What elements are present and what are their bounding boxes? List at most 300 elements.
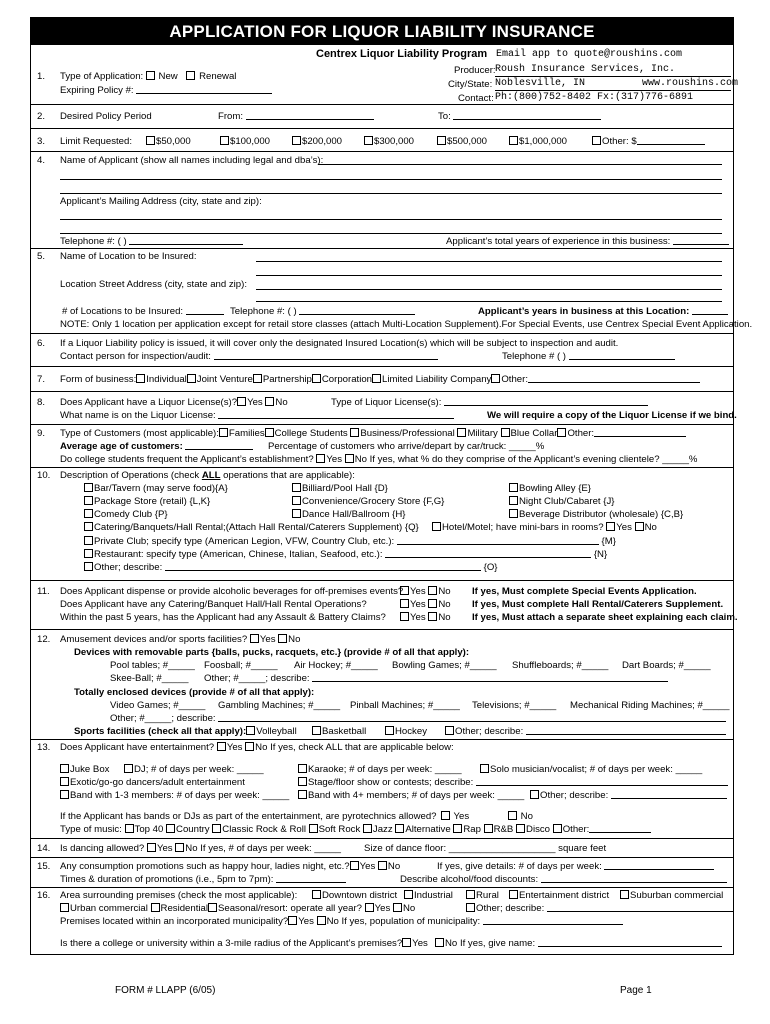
option-label: Classic Rock & Roll (222, 824, 306, 835)
hotel-checkbox[interactable] (432, 522, 441, 531)
option-label: $300,000 (374, 136, 415, 147)
promotions-question: Any consumption promotions such as happy hour, ladies night, etc.? (60, 861, 350, 872)
college-nearby-no-checkbox[interactable] (435, 938, 444, 947)
section-number: 10. (37, 470, 51, 481)
location-phone-label: Telephone #: ( ) (230, 306, 297, 317)
yes-label: Yes (326, 454, 343, 465)
allyear-yes-checkbox[interactable] (365, 903, 374, 912)
jukebox-checkbox[interactable] (60, 764, 69, 773)
option-label: Basketball (322, 726, 367, 737)
offpremises-yes-checkbox[interactable] (400, 586, 409, 595)
mailing-address-label: Applicant’s Mailing Address (city, state and zip): (60, 196, 262, 207)
divider (30, 248, 734, 249)
contact-value[interactable]: Ph:(800)752-8402 Fx:(317)776-6891 (495, 92, 731, 105)
foosball-field[interactable]: Foosball; #_____ (204, 660, 278, 671)
location-name-label: Name of Location to be Insured: (60, 251, 197, 262)
option-label: Private Club; specify type (American Legion, VFW, Country Club, etc.): (94, 536, 395, 547)
partnership-checkbox[interactable] (253, 374, 262, 383)
pinball-field[interactable]: Pinball Machines; #_____ (350, 700, 460, 711)
entertainment-instructions: If yes, check ALL that are applicable below: (270, 742, 454, 753)
restaurant-checkbox[interactable] (84, 549, 93, 558)
option-label: Other; describe: (476, 903, 545, 914)
college-yes-checkbox[interactable] (316, 454, 325, 463)
entertainment-yes-checkbox[interactable] (217, 742, 226, 751)
location-phone-field[interactable] (299, 306, 415, 315)
amusement-no-checkbox[interactable] (278, 634, 287, 643)
all-emphasis: ALL (201, 470, 221, 481)
inspection-contact-label: Contact person for inspection/audit: (60, 351, 211, 362)
no-label: No (185, 843, 198, 854)
limit-300k-checkbox[interactable] (364, 136, 373, 145)
other-enclosed-label: Other; #_____; describe: (110, 713, 216, 724)
limit-500k-checkbox[interactable] (437, 136, 446, 145)
college-name-label: If yes, give name: (459, 938, 536, 949)
option-label: Karaoke; # of days per week: _____ (308, 764, 462, 775)
other-operation-checkbox[interactable] (84, 562, 93, 571)
location-name-field[interactable] (256, 275, 722, 276)
section-number: 13. (37, 742, 51, 753)
military-checkbox[interactable] (457, 428, 466, 437)
restaurant-field[interactable] (385, 549, 591, 558)
discounts-label: Describe alcohol/food discounts: (400, 874, 539, 885)
option-label: Hockey (395, 726, 427, 737)
divider (30, 629, 734, 630)
license-type-field[interactable] (444, 397, 648, 406)
bowling-checkbox[interactable] (509, 483, 518, 492)
limit-100k-checkbox[interactable] (220, 136, 229, 145)
college-question: Do college students frequent the Applicant’s establishment? (60, 454, 314, 465)
section-number: 16. (37, 890, 51, 901)
promotions-yes-checkbox[interactable] (350, 861, 359, 870)
applicant-name-field[interactable] (318, 164, 722, 165)
option-label: Corporation (321, 374, 373, 385)
dance-floor-size-field[interactable]: Size of dance floor: ____________________ square feet (364, 843, 607, 854)
application-type-label: Type of Application: (60, 71, 144, 82)
option-label: Disco (526, 824, 551, 835)
dancing-no-checkbox[interactable] (175, 843, 184, 852)
section-number: 15. (37, 861, 51, 872)
car-percentage-label: Percentage of customers who arrive/depart by car/truck: _____% (268, 441, 545, 452)
program-name: Centrex Liquor Liability Program (316, 48, 488, 60)
blue-collar-checkbox[interactable] (501, 428, 510, 437)
limit-1m-checkbox[interactable] (509, 136, 518, 145)
hockey-checkbox[interactable] (385, 726, 394, 735)
expiring-policy-field[interactable] (136, 85, 272, 94)
minibar-yes-checkbox[interactable] (606, 522, 615, 531)
option-label: Convenience/Grocery Store {F,G} (302, 496, 445, 507)
option-label: Military (467, 428, 498, 439)
offpremises-no-checkbox[interactable] (428, 586, 437, 595)
dancing-days-field[interactable]: If yes, # of days per week: _____ (200, 843, 342, 854)
divider (30, 887, 734, 888)
divider (30, 739, 734, 740)
top40-checkbox[interactable] (125, 824, 134, 833)
option-label: Limited Liability Company (382, 374, 492, 385)
pyro-no-checkbox[interactable] (508, 811, 517, 820)
option-label: Urban commercial (70, 903, 148, 914)
yes-label: Yes (298, 916, 314, 927)
college-percentage-label: If yes, what % do they comprise of the Applicant’s evening clientele? _____% (369, 454, 698, 465)
new-checkbox[interactable] (146, 71, 155, 80)
to-label: To: (438, 111, 451, 122)
yes-label: Yes (410, 586, 426, 597)
hall-rental-note: If yes, Must complete Hall Rental/Caterers Supplement. (472, 599, 724, 610)
other-sports-field[interactable] (526, 726, 726, 735)
other-customer-field[interactable] (594, 428, 686, 437)
video-games-field[interactable]: Video Games; #_____ (110, 700, 206, 711)
option-label: Alternative (405, 824, 451, 835)
option-label: Bowling Alley {E} (519, 483, 591, 494)
hotel-label: Hotel/Motel; have mini-bars in rooms? (442, 522, 604, 533)
license-name-field[interactable] (218, 410, 454, 419)
rural-checkbox[interactable] (466, 890, 475, 899)
solo-musician-checkbox[interactable] (480, 764, 489, 773)
yes-label: Yes (410, 612, 426, 623)
distributor-checkbox[interactable] (509, 509, 518, 518)
license-no-checkbox[interactable] (265, 397, 274, 406)
dancing-question: Is dancing allowed? (60, 843, 145, 854)
license-name-label: What name is on the Liquor License: (60, 410, 216, 421)
area-label: Area surrounding premises (check the most applicable): (60, 890, 298, 901)
karaoke-checkbox[interactable] (298, 764, 307, 773)
divider (30, 104, 734, 105)
option-label: Other: (567, 428, 595, 439)
liquor-license-question: Does Applicant have a Liquor License(s)? (60, 397, 238, 408)
yes-label: Yes (226, 742, 243, 753)
seasonal-checkbox[interactable] (208, 903, 217, 912)
other-music-checkbox[interactable] (553, 824, 562, 833)
no-label: No (354, 454, 367, 465)
experience-field[interactable] (673, 236, 729, 245)
location-note: NOTE: Only 1 location per application except for retail store classes (attach Multi-Location Supplement).For Special Events, use Centrex Special Event Application. (60, 319, 753, 330)
yes-label: Yes (616, 522, 632, 533)
population-field[interactable] (483, 916, 623, 925)
option-label: Dance Hall/Ballroom {H} (302, 509, 406, 520)
residential-checkbox[interactable] (151, 903, 160, 912)
municipality-no-checkbox[interactable] (317, 916, 326, 925)
entertainment-question: Does Applicant have entertainment? (60, 742, 215, 753)
producer-label: Producer: (454, 65, 496, 76)
applicant-name-label: Name of Applicant (show all names including legal and dba’s): (60, 155, 324, 166)
applicant-name-field[interactable] (60, 179, 722, 180)
divider (30, 151, 734, 152)
soft-rock-checkbox[interactable] (309, 824, 318, 833)
code-m: {M} (601, 536, 616, 547)
college-nearby-question: Is there a college or university within a 3-mile radius of the Applicant’s premises? (60, 938, 403, 949)
package-store-checkbox[interactable] (84, 496, 93, 505)
dart-boards-field[interactable]: Dart Boards; #_____ (622, 660, 711, 671)
option-label: $200,000 (302, 136, 343, 147)
location-address-label: Location Street Address (city, state and zip): (60, 279, 247, 290)
option-label: Catering/Banquets/Hall Rental;(Attach Hall Rental/Caterers Supplement) {Q} (94, 522, 419, 533)
assault-no-checkbox[interactable] (428, 612, 437, 621)
inspection-phone-field[interactable] (569, 351, 675, 360)
college-nearby-yes-checkbox[interactable] (402, 938, 411, 947)
pool-tables-field[interactable]: Pool tables; #_____ (110, 660, 195, 671)
shuffleboards-field[interactable]: Shuffleboards; #_____ (512, 660, 609, 671)
sports-label: Sports facilities (check all that apply): (74, 726, 247, 737)
form-title: APPLICATION FOR LIQUOR LIABILITY INSURANCE (30, 17, 734, 45)
bar-checkbox[interactable] (84, 483, 93, 492)
municipality-yes-checkbox[interactable] (288, 916, 297, 925)
suburban-checkbox[interactable] (620, 890, 629, 899)
no-label: No (326, 916, 339, 927)
dancing-yes-checkbox[interactable] (147, 843, 156, 852)
location-address-field[interactable] (256, 301, 722, 302)
catering-checkbox[interactable] (84, 522, 93, 531)
option-label: College Students (274, 428, 348, 439)
college-checkbox[interactable] (265, 428, 274, 437)
catering-yes-checkbox[interactable] (400, 599, 409, 608)
business-checkbox[interactable] (350, 428, 359, 437)
dj-checkbox[interactable] (124, 764, 133, 773)
no-label: No (275, 397, 288, 408)
option-label: Juke Box (70, 764, 110, 775)
college-name-field[interactable] (538, 938, 722, 947)
divider (30, 366, 734, 367)
promotion-days-field[interactable] (604, 861, 714, 870)
joint-venture-checkbox[interactable] (187, 374, 196, 383)
televisions-field[interactable]: Televisions; #_____ (472, 700, 557, 711)
no-label: No (438, 599, 451, 610)
option-label: Individual (146, 374, 187, 385)
band-large-checkbox[interactable] (298, 790, 307, 799)
renewal-label: Renewal (199, 71, 237, 82)
exotic-checkbox[interactable] (60, 777, 69, 786)
individual-checkbox[interactable] (136, 374, 145, 383)
from-field[interactable] (246, 111, 374, 120)
off-premises-question: Does Applicant dispense or provide alcoholic beverages for off-premises events? (60, 586, 404, 597)
entertainment-district-checkbox[interactable] (509, 890, 518, 899)
other-form-checkbox[interactable] (491, 374, 500, 383)
license-yes-checkbox[interactable] (237, 397, 246, 406)
num-locations-field[interactable] (186, 306, 224, 315)
promotions-no-checkbox[interactable] (378, 861, 387, 870)
license-type-label: Type of Liquor License(s): (331, 397, 442, 408)
catering-question: Does Applicant have any Catering/Banquet Hall/Hall Rental Operations? (60, 599, 367, 610)
private-club-field[interactable] (397, 536, 599, 545)
section-number: 1. (37, 71, 46, 82)
disco-checkbox[interactable] (516, 824, 525, 833)
telephone-field[interactable] (129, 236, 243, 245)
music-type-label: Type of music: (60, 824, 122, 835)
promotion-days-label: If yes, give details: # of days per week: (437, 861, 602, 872)
section-number: 6. (37, 338, 46, 349)
to-field[interactable] (453, 111, 601, 120)
years-at-location-label: Applicant’s years in business at this Location: (478, 306, 690, 317)
other-entertainment-field[interactable] (611, 790, 727, 799)
gambling-field[interactable]: Gambling Machines; #_____ (218, 700, 341, 711)
stage-show-checkbox[interactable] (298, 777, 307, 786)
option-label: DJ; # of days per week: _____ (134, 764, 264, 775)
yes-label: Yes (453, 811, 470, 822)
inspection-contact-field[interactable] (214, 351, 438, 360)
convenience-store-checkbox[interactable] (292, 496, 301, 505)
other-form-field[interactable] (528, 374, 700, 383)
location-address-field[interactable] (256, 289, 722, 290)
renewal-checkbox[interactable] (186, 71, 195, 80)
yes-label: Yes (359, 861, 376, 872)
industrial-checkbox[interactable] (404, 890, 413, 899)
no-label: No (644, 522, 657, 533)
option-label: Rural (476, 890, 499, 901)
basketball-checkbox[interactable] (312, 726, 321, 735)
limit-200k-checkbox[interactable] (292, 136, 301, 145)
divider (30, 857, 734, 858)
other-sports-checkbox[interactable] (445, 726, 454, 735)
divider (30, 467, 734, 468)
enclosed-devices-label: Totally enclosed devices (provide # of all that apply): (74, 687, 315, 698)
other-area-checkbox[interactable] (466, 903, 475, 912)
yes-label: Yes (374, 903, 391, 914)
no-label: No (445, 938, 458, 949)
assault-question: Within the past 5 years, has the Applicant had any Assault & Battery Claims? (60, 612, 386, 623)
private-club-checkbox[interactable] (84, 536, 93, 545)
band-small-checkbox[interactable] (60, 790, 69, 799)
minibar-no-checkbox[interactable] (635, 522, 644, 531)
mailing-address-field[interactable] (60, 233, 722, 234)
section-number: 5. (37, 251, 46, 262)
claims-note: If yes, Must attach a separate sheet explaining each claim. (472, 612, 738, 623)
college-no-checkbox[interactable] (345, 454, 354, 463)
email-note: Email app to quote@roushins.com (496, 49, 683, 60)
no-label: No (255, 742, 268, 753)
location-name-field[interactable] (256, 261, 722, 262)
classic-rock-checkbox[interactable] (212, 824, 221, 833)
jazz-checkbox[interactable] (363, 824, 372, 833)
other-enclosed-field[interactable] (218, 713, 726, 722)
urban-checkbox[interactable] (60, 903, 69, 912)
other-removable-field[interactable] (312, 673, 668, 682)
families-checkbox[interactable] (219, 428, 228, 437)
years-at-location-field[interactable] (692, 306, 728, 315)
discounts-field[interactable] (541, 874, 727, 883)
billiard-checkbox[interactable] (292, 483, 301, 492)
limit-label: Limit Requested: (60, 136, 132, 147)
country-checkbox[interactable] (166, 824, 175, 833)
option-label: $1,000,000 (519, 136, 568, 147)
limit-50k-checkbox[interactable] (146, 136, 155, 145)
option-label: R&B (493, 824, 514, 835)
stage-show-field[interactable] (476, 777, 728, 786)
volleyball-checkbox[interactable] (246, 726, 255, 735)
entertainment-no-checkbox[interactable] (245, 742, 254, 751)
option-label: Soft Rock (318, 824, 361, 835)
option-label: Jazz (372, 824, 393, 835)
option-label: Other; describe: (540, 790, 609, 801)
amusement-question: Amusement devices and/or sports facilities? (60, 634, 248, 645)
night-club-checkbox[interactable] (509, 496, 518, 505)
alternative-checkbox[interactable] (395, 824, 404, 833)
section-number: 7. (37, 374, 46, 385)
comedy-club-checkbox[interactable] (84, 509, 93, 518)
yes-label: Yes (156, 843, 173, 854)
average-age-field[interactable] (185, 441, 253, 450)
option-label: Exotic/go-go dancers/adult entertainment (70, 777, 245, 788)
no-label: No (288, 634, 301, 645)
yes-label: Yes (410, 599, 426, 610)
riding-machines-field[interactable]: Mechanical Riding Machines; #_____ (570, 700, 730, 711)
business-form-label: Form of business: (60, 374, 137, 385)
corporation-checkbox[interactable] (312, 374, 321, 383)
llc-checkbox[interactable] (372, 374, 381, 383)
option-label: Band with 1-3 members: # of days per week: _____ (70, 790, 290, 801)
limit-other-field[interactable] (637, 136, 705, 145)
customer-type-label: Type of Customers (most applicable): (60, 428, 219, 439)
other-area-field[interactable] (547, 903, 733, 912)
no-label: No (402, 903, 416, 914)
option-label: Comedy Club {P} (94, 509, 168, 520)
air-hockey-field[interactable]: Air Hockey; #_____ (294, 660, 378, 671)
other-operation-field[interactable] (165, 562, 481, 571)
telephone-label: Telephone #: ( ) (60, 236, 127, 247)
from-label: From: (218, 111, 244, 122)
limit-other-checkbox[interactable] (592, 136, 601, 145)
other-music-field[interactable] (589, 824, 651, 833)
city-label: City/State: (448, 79, 493, 90)
option-label: Other: (562, 824, 590, 835)
no-label: No (438, 586, 451, 597)
section-number: 11. (37, 586, 50, 597)
producer-value[interactable]: Roush Insurance Services, Inc. (495, 64, 731, 77)
option-label: Beverage Distributor (wholesale) {C,B} (519, 509, 684, 520)
section-number: 12. (37, 634, 51, 645)
rnb-checkbox[interactable] (484, 824, 493, 833)
dance-hall-checkbox[interactable] (292, 509, 301, 518)
option-label: Stage/floor show or contests; describe: (308, 777, 474, 788)
rap-checkbox[interactable] (453, 824, 462, 833)
option-label: Industrial (414, 890, 453, 901)
option-label: Band with 4+ members; # of days per week: _____ (308, 790, 525, 801)
option-label: Solo musician/vocalist; # of days per week: _____ (490, 764, 703, 775)
num-locations-label: # of Locations to be Insured: (62, 306, 184, 317)
divider (30, 838, 734, 839)
mailing-address-field[interactable] (60, 219, 722, 220)
amusement-yes-checkbox[interactable] (250, 634, 259, 643)
option-label: Night Club/Cabaret {J} (519, 496, 615, 507)
pyro-yes-checkbox[interactable] (441, 811, 450, 820)
option-label: Entertainment district (519, 890, 610, 901)
expiring-policy-label: Expiring Policy #: (60, 85, 134, 96)
section-number: 14. (37, 843, 51, 854)
skeeball-field[interactable]: Skee-Ball; #_____ (110, 673, 189, 684)
option-label: $50,000 (156, 136, 191, 147)
page-number: Page 1 (620, 985, 652, 996)
other-entertainment-checkbox[interactable] (530, 790, 539, 799)
option-label: Blue Collar (510, 428, 558, 439)
option-label: Other: (501, 374, 528, 385)
other-customer-checkbox[interactable] (557, 428, 566, 437)
city-value[interactable]: Noblesville, IN (495, 78, 731, 91)
option-label: Package Store (retail) {L,K} (94, 496, 211, 507)
assault-yes-checkbox[interactable] (400, 612, 409, 621)
option-label: Partnership (262, 374, 312, 385)
promotion-times-field[interactable] (276, 874, 346, 883)
downtown-checkbox[interactable] (312, 890, 321, 899)
yes-label: Yes (412, 938, 428, 949)
contact-label: Contact: (458, 93, 494, 104)
website: www.roushins.com (642, 78, 739, 89)
allyear-no-checkbox[interactable] (393, 903, 402, 912)
license-copy-note: We will require a copy of the Liquor License if we bind. (487, 410, 737, 421)
section-number: 9. (37, 428, 46, 439)
bowling-games-field[interactable]: Bowling Games; #_____ (392, 660, 497, 671)
applicant-name-field[interactable] (60, 193, 722, 194)
option-label: Business/Professional (360, 428, 455, 439)
operations-label-end: operations that are applicable): (223, 470, 355, 481)
catering-no-checkbox[interactable] (428, 599, 437, 608)
section-number: 8. (37, 397, 46, 408)
